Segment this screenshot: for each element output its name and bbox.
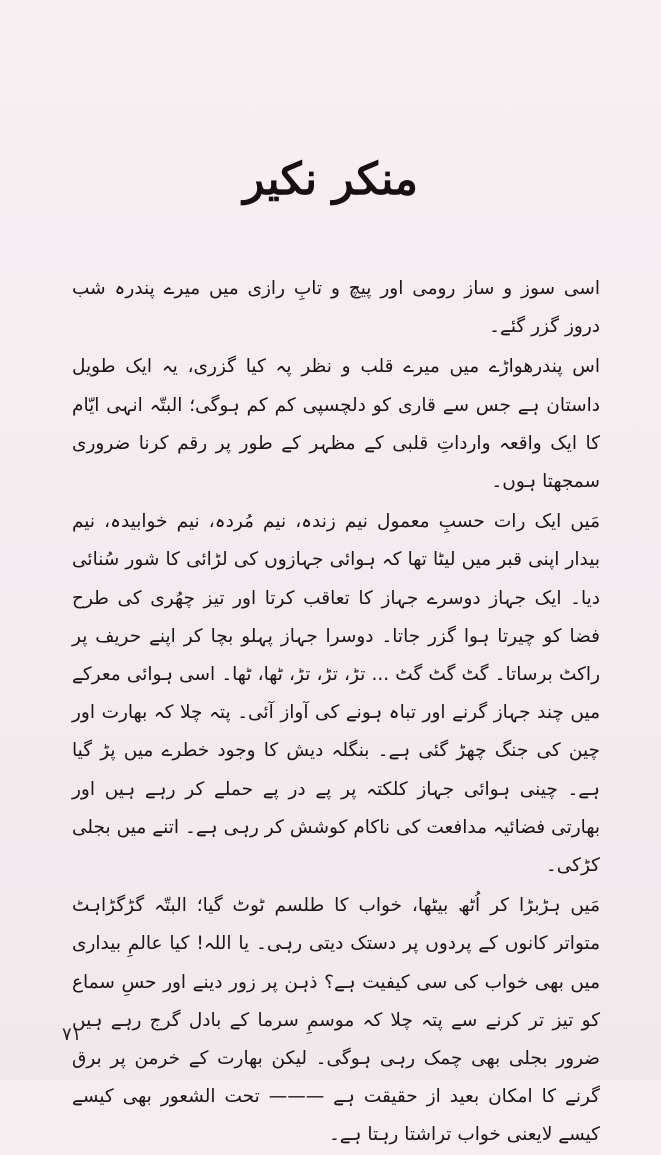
chapter-body bbox=[72, 270, 600, 1155]
paragraph-2: اس پندرھواڑے میں میرے قلب و نظر پہ کیا گزری، یہ ایک طویل داستان ہے جس سے قاری کو دلچسپی کم کم ہوگی؛ البتّہ انہی ایّام کا ایک واقعہ وارداتِ قلبی کے مظہر کے طور پر رقم کرنا ضروری سمجھتا ہوں۔ bbox=[72, 356, 600, 493]
paragraph-4: مَیں ہڑبڑا کر اُٹھ بیٹھا، خواب کا طلسم ٹوٹ گیا؛ البتّہ گڑگڑاہٹ متواتر کانوں کے پردوں پر دستک دیتی رہی۔ یا اللہ! کیا عالمِ بیداری میں بھی خواب کی سی کیفیت ہے؟ ذہن پر زور دینے اور حسِ سماع کو تیز تر کرنے سے پتہ چلا کہ موسمِ سرما کے بادل گرج رہے ہیں ضرور بجلی بھی چمک رہی ہوگی۔ لیکن بھارت کے خرمن پر برق گرنے کا امکان بعید از حقیقت ہے ——— تحت الشعور بھی کیسے کیسے لایعنی خواب تراشتا رہتا ہے۔ bbox=[72, 895, 600, 1146]
chapter-title: منکر نکیر bbox=[243, 154, 418, 206]
paragraph-1: اسی سوز و ساز رومی اور پیچ و تابِ رازی میں میرے پندرہ شب دروز گزر گئے۔ bbox=[72, 278, 600, 338]
page-number: ۷۱ bbox=[62, 1024, 82, 1045]
paragraph-3: مَیں ایک رات حسبِ معمول نیم زندہ، نیم مُردہ، نیم خوابیدہ، نیم بیدار اپنی قبر میں لیٹا تھا کہ ہوائی جہازوں کی لڑائی کا شور سُنائی دیا۔ ایک جہاز دوسرے جہاز کا تعاقب کرتا اور تیز چھُری کی طرح فضا کو چیرتا ہوا گزر جاتا۔ دوسرا جہاز پہلو بچا کر اپنے حریف پر راکٹ برساتا۔ گٹ گٹ گٹ ... تڑ، تڑ، تڑ، ٹھا، ٹھا۔ اسی ہوائی معرکے میں چند جہاز گرنے اور تباہ ہونے کی آواز آئی۔ پتہ چلا کہ بھارت اور چین کی جنگ چھڑ گئی ہے۔ بنگلہ دیش کا وجود خطرے میں پڑ گیا ہے۔ چینی ہوائی جہاز کلکتہ پر پے در پے حملے کر رہے ہیں اور بھارتی فضائیہ مدافعت کی ناکام کوشش کر رہی ہے۔ اتنے میں بجلی کڑکی۔ bbox=[72, 511, 600, 877]
